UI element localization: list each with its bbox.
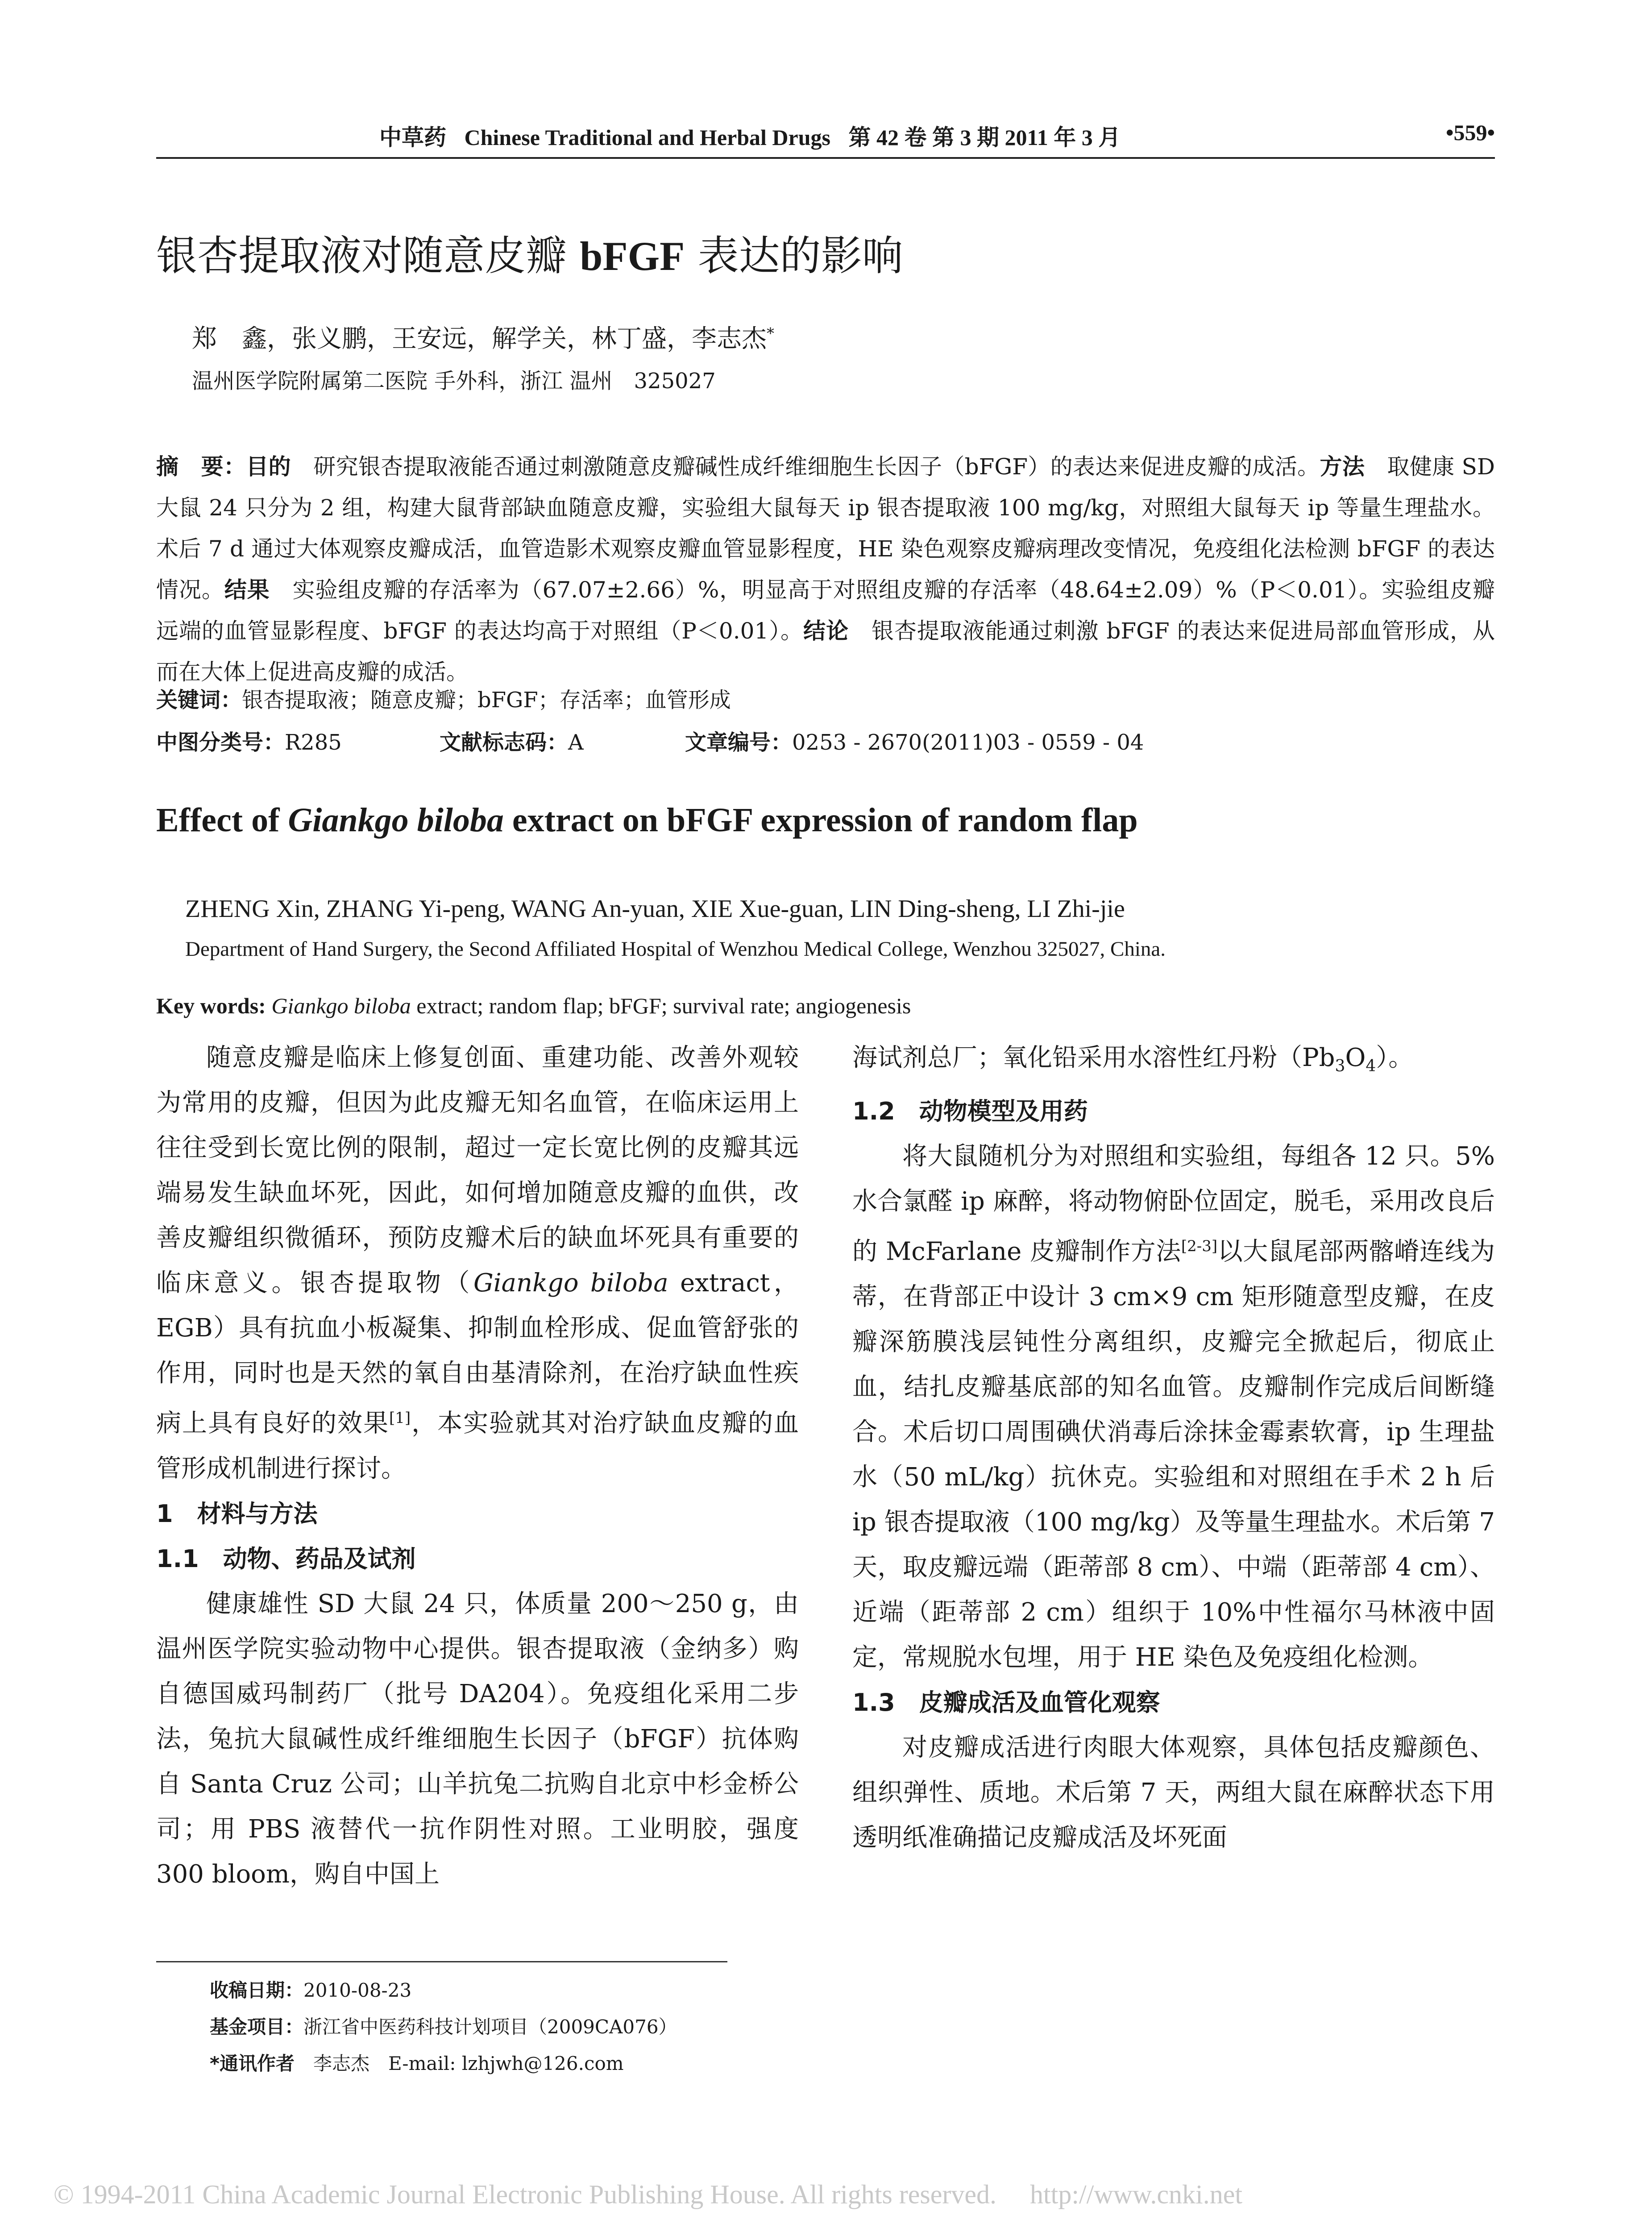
document-code — [440, 725, 584, 756]
article-title-en — [156, 801, 1138, 840]
article-number-label: 文章编号： — [685, 730, 793, 755]
clc-number — [156, 725, 342, 756]
section-heading-1: 1 材料与方法 — [156, 1499, 318, 1528]
paragraph-1-2 — [852, 1134, 1495, 1680]
intro-text-c: ，本实验就其对治疗缺血皮瓣的血管形成机制进行探讨。 — [156, 1409, 799, 1483]
keywords-cn-label: 关键词： — [156, 688, 242, 713]
section-heading-1-2: 1.2 动物模型及用药 — [852, 1097, 1088, 1126]
clc-label: 中图分类号： — [156, 730, 285, 755]
para-1-2-text-b: 以大鼠尾部两髂嵴连线为蒂，在背部正中设计 3 cm×9 cm 矩形随意型皮瓣，在皮瓣深筋膜浅层钝性分离组织，皮瓣完全掀起后，彻底止血，结扎皮瓣基底部的知名血管。皮瓣制作完成后间断缝合。术后切口周围碘伏消毒后涂抹金霉素软膏，ip 生理盐水（50 mL/kg）抗休克。实验组和对照组在手术 2 h 后 ip 银杏提取液（100 mg/kg）及等量生理盐水。术后第 7 天，取皮瓣远端（距蒂部 8 cm）、中端（距蒂部 4 cm）、近端（距蒂部 2 cm）组织于 10%中性福尔马林液中固定，常规脱水包埋，用于 HE 染色及免疫组化检测。 — [852, 1237, 1495, 1672]
journal-issue: 第 42 卷 第 3 期 2011 年 3 月 — [848, 125, 1121, 150]
abstract-objective-label: 目的 — [246, 454, 291, 480]
abstract-objective: 研究银杏提取液能否通过刺激随意皮瓣碱性成纤维细胞生长因子（bFGF）的表达来促进皮瓣的成活。 — [291, 454, 1320, 480]
authors-cn — [192, 319, 774, 355]
article-title-cn — [156, 223, 903, 282]
keywords-en — [156, 993, 911, 1019]
keywords-cn-text: 银杏提取液；随意皮瓣；bFGF；存活率；血管形成 — [242, 688, 731, 713]
copyright-line: © 1994-2011 China Academic Journal Electronic Publishing House. All rights reserved. http://www.cnki.net — [54, 2180, 1243, 2209]
intro-paragraph — [156, 1035, 799, 1491]
keywords-cn — [156, 683, 731, 713]
cont-text-c: ）。 — [1376, 1043, 1414, 1072]
corresponding-text: 李志杰 E-mail: lzhjwh@126.com — [294, 2053, 624, 2074]
paragraph-1-1: 健康雄性 SD 大鼠 24 只，体质量 200～250 g，由温州医学院实验动物中心提供。银杏提取液（金纳多）购自德国威玛制药厂（批号 DA204）。免疫组化采用二步法，兔抗大鼠碱性成纤维细胞生长因子（bFGF）抗体购自 Santa Cruz 公司；山羊抗兔二抗购自北京中杉金桥公司；用 PBS 液替代一抗作阴性对照。工业明胶，强度 300 bloom，购自中国上 — [156, 1589, 799, 1889]
page-number: •559• — [1445, 120, 1495, 145]
title-en-italic: Giankgo biloba — [288, 801, 504, 839]
keywords-en-label: Key words: — [156, 993, 272, 1018]
section-heading-1-1: 1.1 动物、药品及试剂 — [156, 1544, 416, 1573]
received-label: 收稿日期： — [210, 1979, 304, 2001]
paragraph-1-3: 对皮瓣成活进行肉眼大体观察，具体包括皮瓣颜色、组织弹性、质地。术后第 7 天，两组大鼠在麻醉状态下用透明纸准确描记皮瓣成活及坏死面 — [852, 1733, 1495, 1852]
section-heading-1-3: 1.3 皮瓣成活及血管化观察 — [852, 1688, 1160, 1717]
received-date: 2010-08-23 — [303, 1979, 412, 2001]
body-column-right — [852, 1035, 1495, 1860]
authors-cn-names: 郑 鑫，张义鹏，王安远，解学关，林丁盛，李志杰 — [192, 324, 767, 353]
clc-value: R285 — [285, 730, 342, 755]
abstract-conclusion: 银杏提取液能通过刺激 bFGF 的表达来促进局部血管形成，从而在大体上促进高皮瓣的成活。 — [156, 618, 1495, 685]
authors-en: ZHENG Xin, ZHANG Yi-peng, WANG An-yuan, XIE Xue-guan, LIN Ding-sheng, LI Zhi-jie — [185, 895, 1125, 923]
abstract-label: 摘 要： — [156, 454, 246, 480]
affiliation-cn: 温州医学院附属第二医院 手外科，浙江 温州 325027 — [192, 369, 716, 394]
abstract-result-label: 结果 — [224, 577, 270, 603]
cont-text-a: 海试剂总厂；氧化铅采用水溶性红丹粉（Pb — [852, 1043, 1335, 1072]
abstract-cn — [156, 446, 1495, 693]
intro-text-a: 随意皮瓣是临床上修复创面、重建功能、改善外观较为常用的皮瓣，但因为此皮瓣无知名血管，在临床运用上往往受到长宽比例的限制，超过一定长宽比例的皮瓣其远端易发生缺血坏死，因此，如何增加随意皮瓣的血供，改善皮瓣组织微循环，预防皮瓣术后的缺血坏死具有重要的临床意义。银杏提取物（ — [156, 1043, 799, 1298]
abstract-result: 实验组皮瓣的存活率为（67.07±2.66）%，明显高于对照组皮瓣的存活率（48.64±2.09）%（P＜0.01）。实验组皮瓣远端的血管显影程度、bFGF 的表达均高于对照组（P＜0.01）。 — [156, 577, 1495, 644]
keywords-en-text: extract; random flap; bFGF; survival rate; angiogenesis — [411, 993, 911, 1018]
footnote-rule — [156, 1961, 727, 1962]
abstract-method-label: 方法 — [1320, 454, 1365, 480]
footnote-corresponding — [210, 2045, 677, 2082]
affiliation-en: Department of Hand Surgery, the Second Affiliated Hospital of Wenzhou Medical College, Wenzhou 325027, China. — [185, 937, 1166, 961]
title-en-part1: Effect of — [156, 801, 288, 839]
para-1-2-text-a: 将大鼠随机分为对照组和实验组，每组各 12 只。5%水合氯醛 ip 麻醉，将动物俯卧位固定，脱毛，采用改良后的 McFarlane 皮瓣制作方法 — [852, 1142, 1495, 1266]
footnote-received — [210, 1972, 677, 2009]
intro-text-italic: Giankgo biloba — [473, 1269, 668, 1298]
doc-code-value: A — [568, 730, 584, 755]
subscript-4: 4 — [1366, 1057, 1376, 1076]
fund-text: 浙江省中医药科技计划项目（2009CA076） — [303, 2016, 677, 2038]
footnote-fund — [210, 2009, 677, 2045]
header-journal — [379, 120, 1121, 152]
footnotes — [210, 1972, 677, 2082]
journal-name-en: Chinese Traditional and Herbal Drugs — [464, 125, 830, 150]
cont-text-b: O — [1345, 1043, 1366, 1072]
header-rule — [156, 157, 1495, 159]
subscript-3: 3 — [1335, 1057, 1345, 1076]
running-header — [156, 112, 1495, 152]
continued-paragraph — [852, 1035, 1495, 1089]
article-number — [685, 725, 1144, 756]
citation-ref-2-3: [2-3] — [1181, 1237, 1218, 1256]
body-column-left — [156, 1035, 799, 1897]
abstract-conclusion-label: 结论 — [803, 618, 849, 644]
abstract-method: 取健康 SD 大鼠 24 只分为 2 组，构建大鼠背部缺血随意皮瓣，实验组大鼠每天 ip 银杏提取液 100 mg/kg，对照组大鼠每天 ip 等量生理盐水。术后 7 d 通过大体观察皮瓣成活，血管造影术观察皮瓣血管显影程度，HE 染色观察皮瓣病理改变情况，免疫组化法检测 bFGF 的表达情况。 — [156, 454, 1495, 603]
article-number-value: 0253 - 2670(2011)03 - 0559 - 04 — [792, 730, 1144, 755]
title-cn-bold: bFGF — [580, 233, 685, 279]
corresponding-label: *通讯作者 — [210, 2053, 295, 2074]
citation-ref: [1] — [389, 1409, 411, 1427]
doc-code-label: 文献标志码： — [440, 730, 569, 755]
abstract-paragraph — [156, 446, 1495, 693]
fund-label: 基金项目： — [210, 2016, 304, 2038]
corresponding-mark: * — [767, 324, 774, 343]
title-cn-part2: 表达的影响 — [685, 232, 903, 280]
title-en-part2: extract on bFGF expression of random flap — [503, 801, 1138, 839]
keywords-en-italic: Giankgo biloba — [271, 993, 411, 1018]
journal-name-cn: 中草药 — [379, 125, 446, 150]
intro-text-b: extract，EGB）具有抗血小板凝集、抑制血栓形成、促血管舒张的作用，同时也是天然的氧自由基清除剂，在治疗缺血性疾病上具有良好的效果 — [156, 1269, 799, 1438]
title-cn-part1: 银杏提取液对随意皮瓣 — [156, 232, 580, 280]
